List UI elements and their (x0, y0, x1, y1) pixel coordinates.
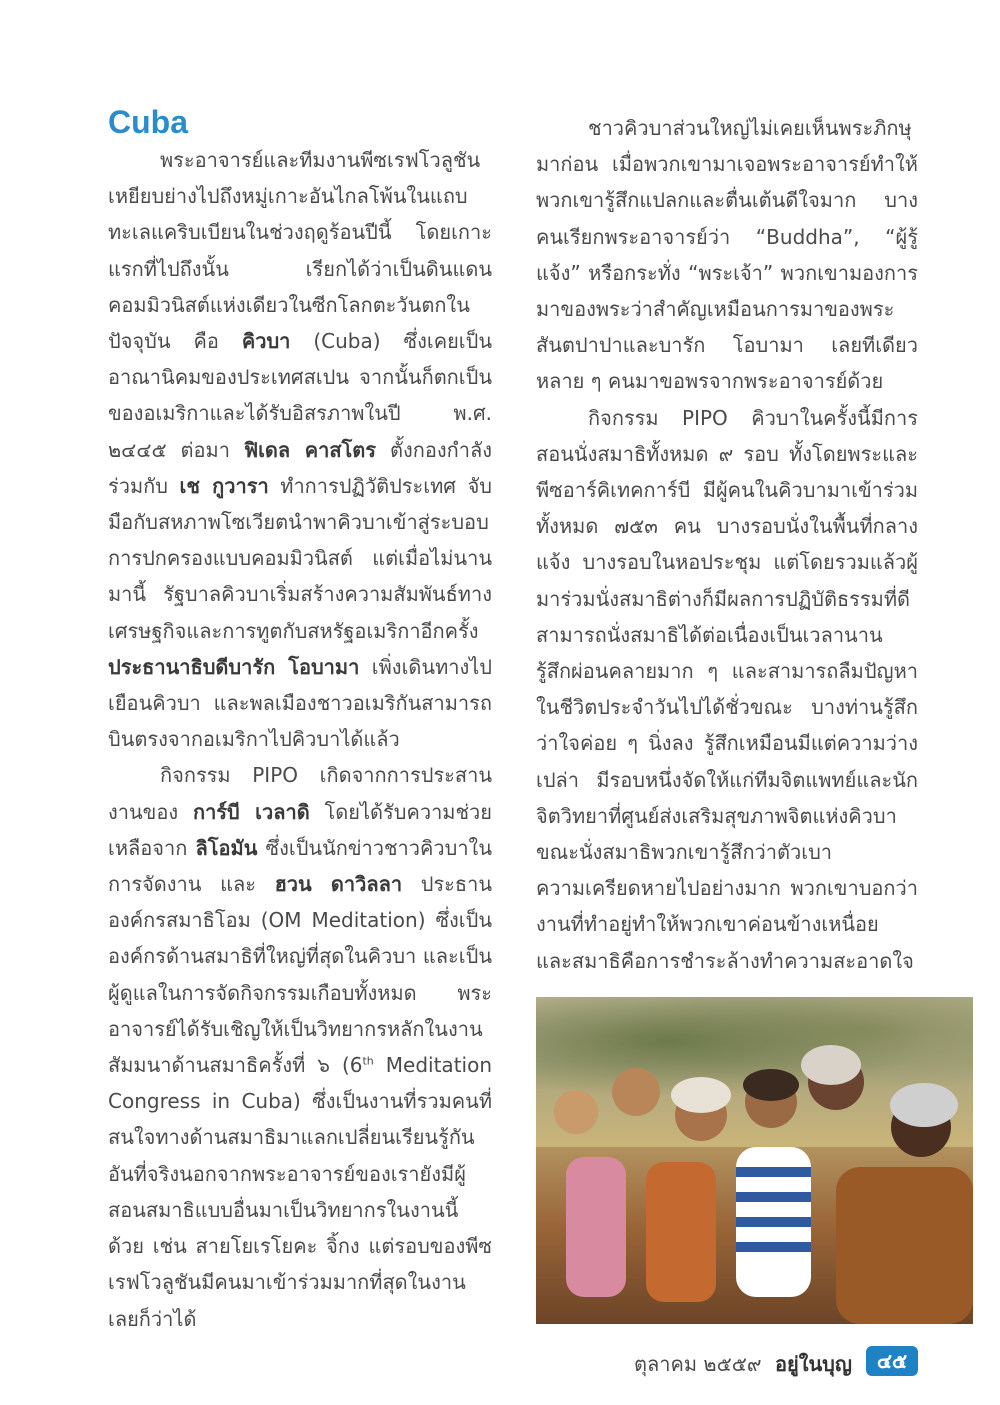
left-column (108, 142, 492, 1337)
person-hair-3 (671, 1077, 731, 1113)
person-hair-4 (743, 1069, 799, 1101)
orange-top (646, 1162, 716, 1302)
section-heading: Cuba (108, 104, 188, 140)
obama-bold: ประธานาธิบดีบารัก โอบามา (108, 654, 360, 679)
page-number-badge: ๔๕ (866, 1346, 918, 1376)
che-guevara-bold: เช กูวารา (179, 473, 269, 498)
lioman-bold: ลิโอมัน (195, 835, 258, 860)
stripe-3 (736, 1217, 811, 1227)
left-paragraph-1: พระอาจารย์และทีมงานพีซเรฟโวลูชันเหยียบย่างไปถึงหมู่เกาะอันไกลโพ้นในแถบทะเลแคริบเบียนในช่วงฤดูร้อนปีนี้ โดยเกาะแรกที่ไปถึงนั้น เรียกได้ว่าเป็นดินแดนคอมมิวนิสต์แห่งเดียวในซีกโลกตะวันตกในปัจจุบัน คือ คิวบา (Cuba) ซึ่งเคยเป็นอาณานิคมของประเทศสเปน จากนั้นก็ตกเป็นของอเมริกาและได้รับอิสรภาพในปี พ.ศ. ๒๔๔๕ ต่อมา ฟิเดล คาสโตร ตั้งกองกำลังร่วมกับ เช กูวารา ทำการปฏิวัติประเทศ จับมือกับสหภาพโซเวียตนำพาคิวบาเข้าสู่ระบอบการปกครองแบบคอมมิวนิสต์ แต่เมื่อไม่นานมานี้ รัฐบาลคิวบาเริ่มสร้างความสัมพันธ์ทางเศรษฐกิจและการทูตกับสหรัฐอเมริกาอีกครั้ง ประธานาธิบดีบารัก โอบามา เพิ่งเดินทางไปเยือนคิวบา และพลเมืองชาวอเมริกันสามารถบินตรงจากอเมริกาไปคิวบาได้แล้ว (108, 148, 493, 752)
leopard-top (836, 1167, 973, 1324)
left-paragraph-2: กิจกรรม PIPO เกิดจากการประสานงานของ การ์บี เวลาดิ โดยได้รับความช่วยเหลือจาก ลิโอมัน ซึ่งเป็นนักข่าวชาวคิวบาในการจัดงาน และ ฮวน ดาวิลลา ประธานองค์กรสมาธิโอม (OM Meditation) ซึ่งเป็นองค์กรด้านสมาธิที่ใหญ่ที่สุดในคิวบา และเป็นผู้ดูแลในการจัดกิจกรรมเกือบทั้งหมด พระอาจารย์ได้รับเชิญให้เป็นวิทยากรหลักในงานสัมมนาด้านสมาธิครั้งที่ ๖ (6th Meditation Congress in Cuba) ซึ่งเป็นงานที่รวมคนที่สนใจทางด้านสมาธิมาแลกเปลี่ยนเรียนรู้กัน อันที่จริงนอกจากพระอาจารย์ของเรายังมีผู้สอนสมาธิแบบอื่นมาเป็นวิทยากรในงานนี้ด้วย เช่น สายโยเรโยคะ จิ้กง แต่รอบของพีซเรฟโวลูชันมีคนมาเข้าร่วมมากที่สุดในงานเลยก็ว่าได้ (108, 763, 493, 1331)
person-head-2 (612, 1068, 660, 1116)
carbi-bold: การ์บี เวลาดิ (192, 799, 310, 824)
stripe-1 (736, 1167, 811, 1177)
juan-davila-bold: ฮวน ดาวิลลา (274, 872, 403, 897)
person-hair-6 (890, 1083, 958, 1127)
cuba-bold: คิวบา (241, 329, 291, 354)
footer-date: ตุลาคม ๒๕๕๙ (634, 1352, 762, 1376)
superscript-th: th (362, 1054, 374, 1068)
fidel-castro-bold: ฟิเดล คาสโตร (243, 437, 377, 462)
pink-top (566, 1157, 626, 1297)
person-headwrap-5 (801, 1045, 861, 1085)
person-head-1 (554, 1090, 598, 1134)
footer-magazine-title: อยู่ในบุญ (775, 1352, 852, 1376)
meditation-photo (536, 997, 973, 1324)
photo-people-illustration (536, 997, 973, 1324)
stripe-2 (736, 1192, 811, 1202)
right-column (536, 110, 918, 979)
right-paragraph-1: ชาวคิวบาส่วนใหญ่ไม่เคยเห็นพระภิกษุมาก่อน เมื่อพวกเขามาเจอพระอาจารย์ทำให้พวกเขารู้สึกแปลกและตื่นเต้นดีใจมาก บางคนเรียกพระอาจารย์ว่า “Buddha”, “ผู้รู้แจ้ง” หรือกระทั่ง “พระเจ้า” พวกเขามองการมาของพระว่าสำคัญเหมือนการมาของพระสันตปาปาและบารัก โอบามา เลยทีเดียว หลาย ๆ คนมาขอพรจากพระอาจารย์ด้วย (536, 116, 918, 394)
right-paragraph-2: กิจกรรม PIPO คิวบาในครั้งนี้มีการสอนนั่งสมาธิทั้งหมด ๙ รอบ ทั้งโดยพระและพีซอาร์คิเทคการ์บี มีผู้คนในคิวบามาเข้าร่วมทั้งหมด ๗๕๓ คน บางรอบนั่งในพื้นที่กลางแจ้ง บางรอบในหอประชุม แต่โดยรวมแล้วผู้มาร่วมนั่งสมาธิต่างก็มีผลการปฏิบัติธรรมที่ดี สามารถนั่งสมาธิได้ต่อเนื่องเป็นเวลานาน รู้สึกผ่อนคลายมาก ๆ และสามารถลืมปัญหาในชีวิตประจำวันไปได้ชั่วขณะ บางท่านรู้สึกว่าใจค่อย ๆ นิ่งลง รู้สึกเหมือนมีแต่ความว่างเปล่า มีรอบหนึ่งจัดให้แก่ทีมจิตแพทย์และนักจิตวิทยาที่ศูนย์ส่งเสริมสุขภาพจิตแห่งคิวบา ขณะนั่งสมาธิพวกเขารู้สึกว่าตัวเบาความเครียดหายไปอย่างมาก พวกเขาบอกว่างานที่ทำอยู่ทำให้พวกเขาค่อนข้างเหนื่อย และสมาธิคือการชำระล้างทำความสะอาดใจ (536, 405, 918, 973)
stripe-4 (736, 1242, 811, 1252)
